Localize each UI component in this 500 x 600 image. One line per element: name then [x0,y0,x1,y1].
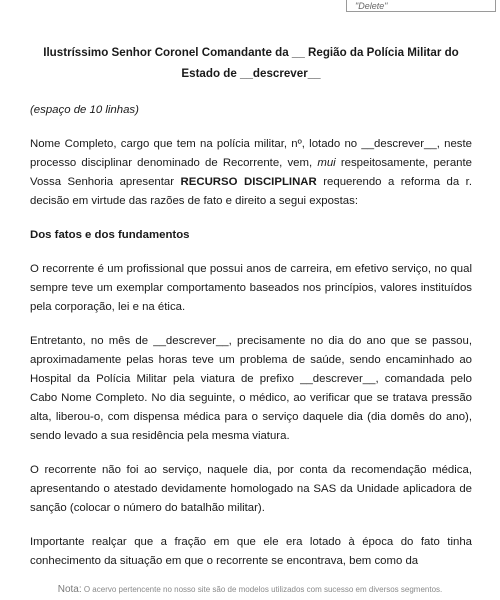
footer-note [0,583,500,600]
top-bar [0,0,500,14]
title-line-1: Ilustríssimo Senhor Coronel Comandante da __ Região da Polícia Militar do [43,46,459,59]
intro-part-3: requerendo a reforma da r. decisão em virtude das razões de fato e direito a segui expostas: [30,176,472,207]
intro-strong: RECURSO DISCIPLINAR [180,176,317,188]
paragraph-absence: O recorrente não foi ao serviço, naquele dia, por conta da recomendação médica, apresentando o atestado devidamente homologado na SAS da Unidade aplicadora de sanção (colocar o número do batalhão militar). [30,464,472,514]
intro-part-2: respeitosamente, perante Vossa Senhoria apresentar [30,157,472,188]
paragraph-important: Importante realçar que a fração em que ele era lotado à época do fato tinha conhecimento da situação em que o recorrente se encontrava, bem como da [30,536,472,567]
paragraph-facts: Entretanto, no mês de __descrever__, precisamente no dia do ano que se passou, aproximadamente pelas horas teve um problema de saúde, sendo encaminhado ao Hospital da Polícia Militar pela viatura de prefixo __descrever__, comandada pelo Cabo Nome Completo. No dia seguinte, o médico, ao verificar que se tratava pressão alta, liberou-o, com dispensa médica para o serviço daquele dia (dia domês do ano), sendo levado a sua residência pela mesma viatura. [30,335,472,442]
delete-field[interactable]: "Delete" [346,0,496,12]
space-note [30,101,472,120]
footer-label: Nota: [57,584,82,595]
document-title [30,42,472,84]
paragraph-career: O recorrente é um profissional que possui anos de carreira, em efetivo serviço, no qual sempre teve um exemplar comportamento baseados nos princípios, valores instituídos pela corporação, lei e na ética. [30,263,472,313]
footer-text: O acervo pertencente no nosso site são de modelos utilizados com sucesso em diversos segmentos. [81,585,443,594]
document-page [30,42,472,586]
space-note-text: (espaço de 10 linhas) [30,104,139,116]
intro-emphasis: mui [317,157,336,169]
title-line-2: Estado de __descrever__ [181,67,321,80]
paragraph-intro [30,135,472,211]
intro-part-1: Nome Completo, cargo que tem na polícia militar, nº, lotado no __descrever__, neste processo disciplinar denominado de Recorrente, vem, [30,138,472,169]
section-heading: Dos fatos e dos fundamentos [30,229,190,241]
